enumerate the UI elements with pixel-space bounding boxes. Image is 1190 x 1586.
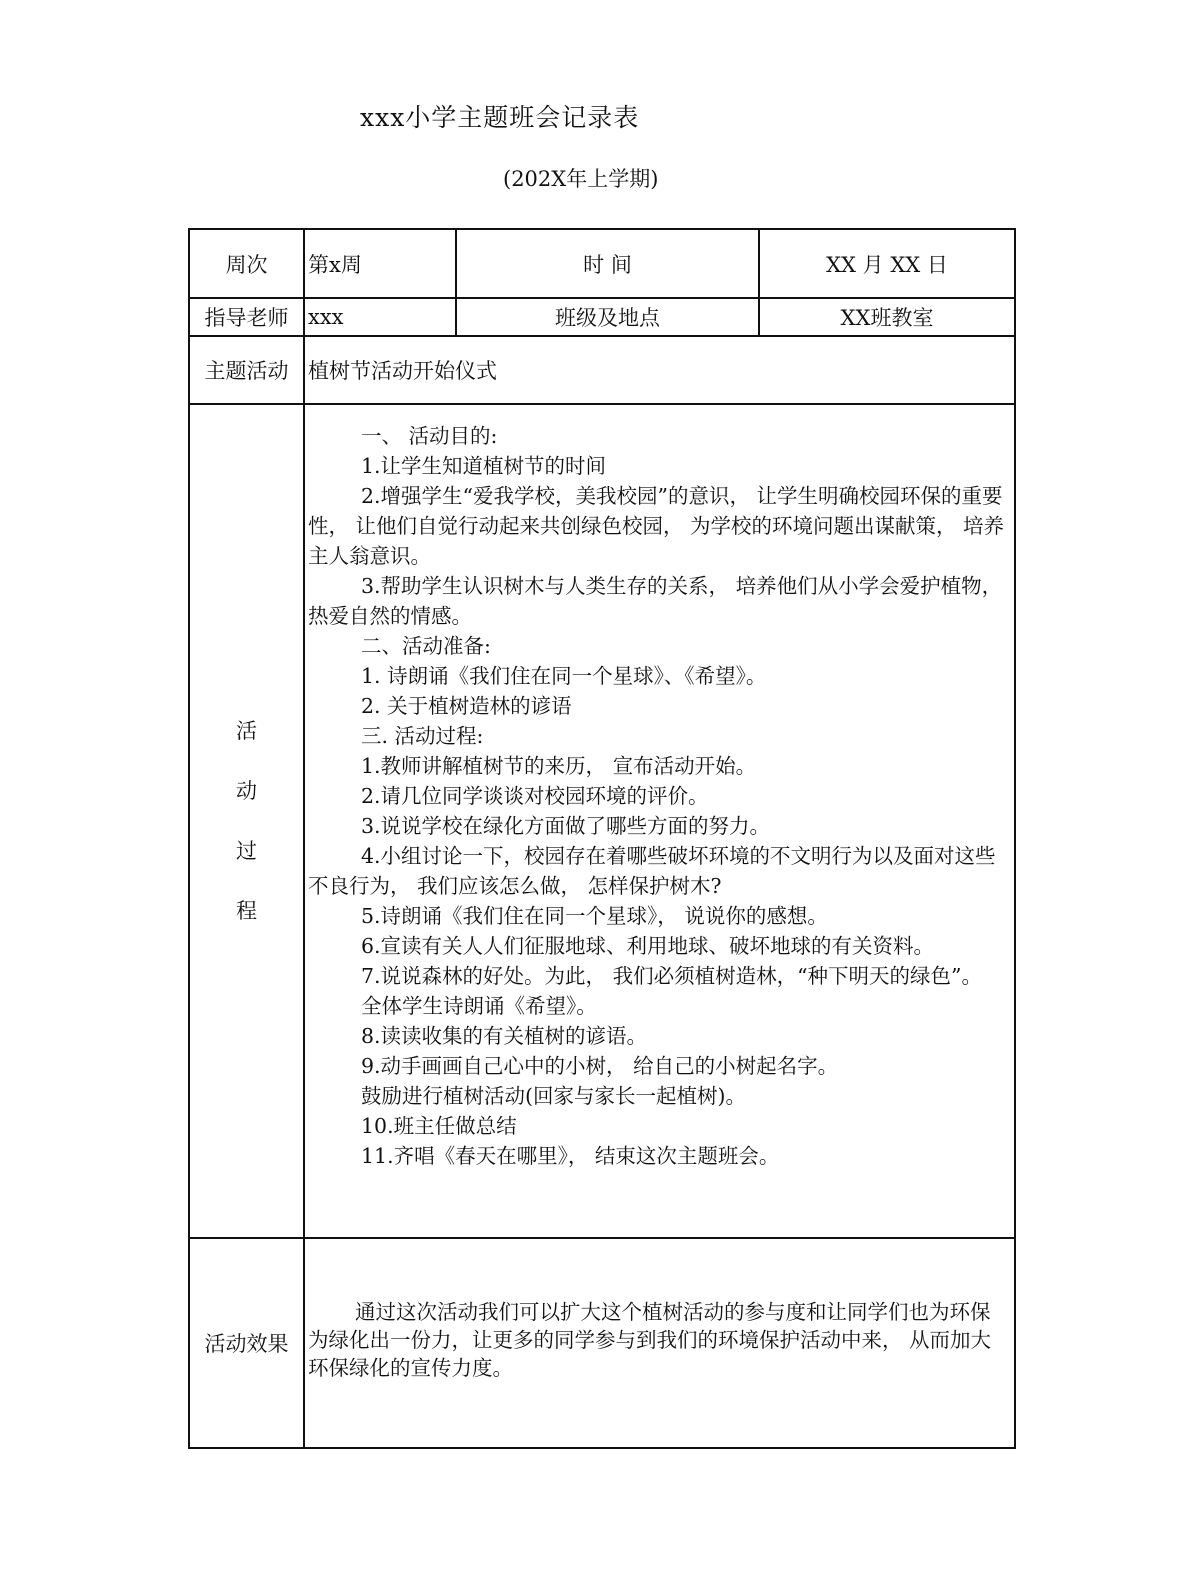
process-line: 全体学生诗朗诵《希望》。	[361, 994, 597, 1018]
process-line: 10.班主任做总结	[361, 1114, 517, 1138]
process-line: 1.让学生知道植树节的时间	[361, 454, 607, 478]
effect-content	[304, 1238, 1015, 1448]
process-content	[304, 404, 1015, 1238]
effect-label: 活动效果	[189, 1238, 304, 1448]
process-line: 5.诗朗诵《我们住在同一个星球》， 说说你的感想。	[361, 904, 828, 928]
process-label	[190, 719, 303, 923]
process-label-char: 过	[236, 839, 257, 863]
process-line: 二、活动准备:	[361, 634, 491, 658]
process-label-cell	[189, 404, 304, 1238]
theme-value: 植树节活动开始仪式	[304, 336, 1015, 404]
effect-text: 通过这次活动我们可以扩大这个植树活动的参与度和让同学们也为环保为绿化出一份力，让更多的同学参与到我们的环境保护活动中来， 从而加大环保绿化的宣传力度。	[308, 1300, 992, 1380]
week-value: 第x周	[304, 229, 456, 298]
teacher-label: 指导老师	[189, 298, 304, 336]
document-subtitle: (202X年上学期)	[503, 167, 659, 191]
process-label-char: 动	[236, 779, 257, 803]
process-line: 鼓励进行植树活动(回家与家长一起植树)。	[361, 1084, 746, 1108]
process-line: 2. 关于植树造林的谚语	[361, 694, 572, 718]
process-line: 6.宣读有关人人们征服地球、利用地球、破坏地球的有关资料。	[361, 934, 935, 958]
process-line: 一、 活动目的:	[361, 424, 498, 448]
class-location-label: 班级及地点	[456, 298, 759, 336]
process-line: 1. 诗朗诵《我们住在同一个星球》、《希望》。	[361, 664, 767, 688]
process-line: 3.帮助学生认识树木与人类生存的关系， 培养他们从小学会爱护植物，热爱自然的情感。	[308, 574, 1003, 628]
table-row-theme	[189, 336, 1015, 404]
process-line: 2.请几位同学谈谈对校园环境的评价。	[361, 784, 709, 808]
table-row-process	[189, 404, 1015, 1238]
teacher-value: xxx	[304, 298, 456, 336]
theme-label: 主题活动	[189, 336, 304, 404]
document-title: xxx小学主题班会记录表	[360, 103, 640, 132]
meeting-record-table	[188, 228, 1016, 1449]
class-location-value: XX班教室	[759, 298, 1015, 336]
process-line: 4.小组讨论一下，校园存在着哪些破坏环境的不文明行为以及面对这些不良行为， 我们应该怎么做， 怎样保护树木?	[308, 844, 996, 898]
process-line: 3.说说学校在绿化方面做了哪些方面的努力。	[361, 814, 771, 838]
process-line: 11.齐唱《春天在哪里》， 结束这次主题班会。	[361, 1144, 780, 1168]
process-line: 三. 活动过程:	[361, 724, 484, 748]
process-label-char: 程	[236, 899, 257, 923]
process-line: 9.动手画画自己心中的小树， 给自己的小树起名字。	[361, 1054, 839, 1078]
process-line: 8.读读收集的有关植树的谚语。	[361, 1024, 648, 1048]
table-row-teacher-class	[189, 298, 1015, 336]
process-line: 7.说说森林的好处。为此， 我们必须植树造林，“种下明天的绿色”。	[361, 964, 983, 988]
week-label: 周次	[189, 229, 304, 298]
time-label: 时 间	[456, 229, 759, 298]
table-row-effect	[189, 1238, 1015, 1448]
process-line: 1.教师讲解植树节的来历， 宣布活动开始。	[361, 754, 757, 778]
time-value: XX 月 XX 日	[759, 229, 1015, 298]
table-row-week-time	[189, 229, 1015, 298]
process-line: 2.增强学生“爱我学校，美我校园”的意识， 让学生明确校园环保的重要性， 让他们自觉行动起来共创绿色校园， 为学校的环境问题出谋献策， 培养主人翁意识。	[308, 484, 1005, 568]
process-label-char: 活	[236, 719, 257, 743]
